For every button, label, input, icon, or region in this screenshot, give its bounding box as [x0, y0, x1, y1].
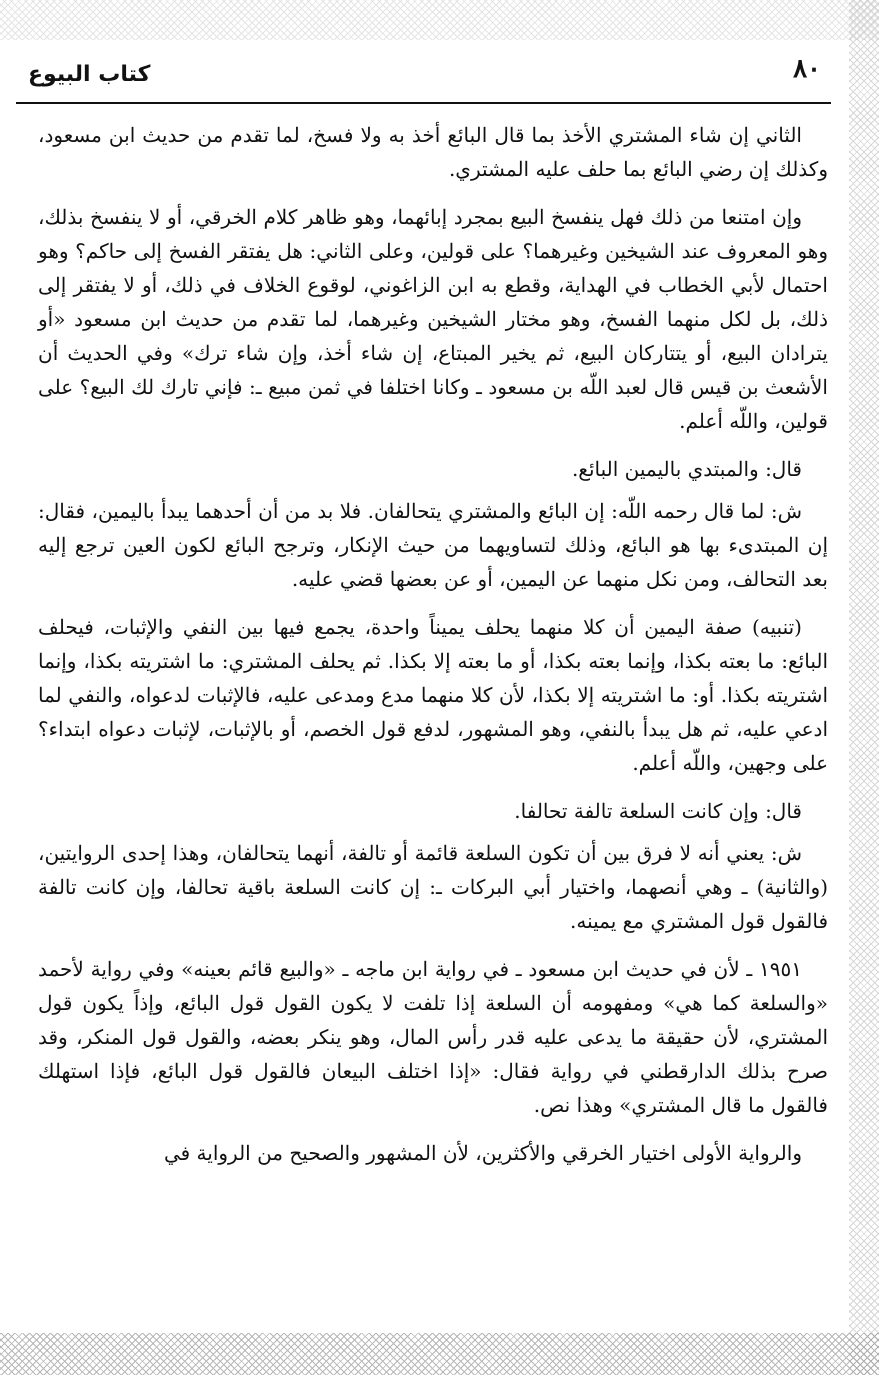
page-number: ٨٠ — [793, 54, 821, 84]
paragraph-quote: قال: والمبتدي باليمين البائع. — [571, 457, 802, 481]
paragraph: والرواية الأولى اختيار الخرقي والأكثرين، لأن المشهور والصحيح من الرواية في — [163, 1141, 802, 1165]
decorative-border-bottom — [0, 1333, 879, 1375]
decorative-border-top — [0, 0, 879, 40]
decorative-border-right — [849, 0, 879, 1375]
book-title: كتاب البيوع — [28, 62, 151, 87]
paragraph: ش: لما قال رحمه اللّه: إن البائع والمشتري يتحالفان. فلا بد من أن أحدهما يبدأ باليمين، فقال: إن المبتدىء بها هو البائع، وذلك لتساويهما من حيث الإنكار، وترجح البائع لكون العين ترجع إليه بعد التحالف، ومن نكل منهما عن اليمين، أو عن بعضها قضي عليه. — [38, 499, 828, 591]
paragraph: ش: يعني أنه لا فرق بين أن تكون السلعة قائمة أو تالفة، أنهما يتحالفان، وهذا إحدى الروايتين، (والثانية) ـ وهي أنصهما، واختيار أبي البركات ـ: إن كانت السلعة باقية تحالفا، وإن كانت تالفة فالقول قول المشتري مع يمينه. — [38, 841, 828, 933]
paragraph-note: (تنبيه) صفة اليمين أن كلا منهما يحلف يميناً واحدة، يجمع فيها بين النفي والإثبات، فيحلف البائع: ما بعته بكذا، وإنما بعته بكذا، أو ما بعته إلا بكذا. ثم يحلف المشتري: ما اشتريته بكذا، وإنما اشتريته بكذا. أو: ما اشتريته إلا بكذا، لأن كلا منهما مدع ومدعى عليه، فالإثبات لدعواه، والنفي لما ادعي عليه، ثم هل يبدأ بالنفي، وهو المشهور، لدفع قول الخصم، أو بالإثبات، لإثبات دعواه ابتداء؟ على وجهين، واللّه أعلم. — [38, 615, 828, 775]
paragraph-quote: قال: وإن كانت السلعة تالفة تحالفا. — [514, 799, 802, 823]
paragraph: وإن امتنعا من ذلك فهل ينفسخ البيع بمجرد إبائهما، وهو ظاهر كلام الخرقي، أو لا ينفسخ بذلك، وهو المعروف عند الشيخين وغيرهما؟ على قولين، وعلى الثاني: هل يفتقر الفسخ إلى حاكم؟ وهو احتمال لأبي الخطاب في الهداية، وقطع به ابن الزاغوني، لوقوع الخلاف في ذلك، أو لا يفتقر إلى ذلك، بل لكل منهما الفسخ، وهو مختار الشيخين وغيرهما، لما تقدم من حديث ابن مسعود «أو يترادان البيع، أو يتتاركان البيع، ثم يخير المبتاع، إن شاء أخذ، وإن شاء ترك» وفي الحديث أن الأشعث بن قيس قال لعبد اللّه بن مسعود ـ وكانا اختلفا في ثمن مبيع ـ: فإني تارك لك البيع؟ على قولين، واللّه أعلم. — [38, 205, 828, 433]
paragraph: الثاني إن شاء المشتري الأخذ بما قال البائع أخذ به ولا فسخ، لما تقدم من حديث ابن مسعود، وكذلك إن رضي البائع بما حلف عليه المشتري. — [38, 123, 828, 181]
paragraph-hadith: ١٩٥١ ـ لأن في حديث ابن مسعود ـ في رواية ابن ماجه ـ «والبيع قائم بعينه» وفي رواية لأحمد «والسلعة كما هي» ومفهومه أن السلعة إذا تلفت لا يكون القول قول البائع، وإذاً يكون قول المشتري، لأن حقيقة ما يدعى عليه قدر رأس المال، وهو ينكر بعضه، والقول قول المنكر، وقد صرح بذلك الدارقطني في رواية فقال: «إذا اختلف البيعان فالقول قول البائع، فإذا استهلك فالقول ما قال المشتري» وهذا نص. — [38, 957, 828, 1117]
page-header — [16, 52, 831, 104]
page-body — [38, 118, 828, 1184]
